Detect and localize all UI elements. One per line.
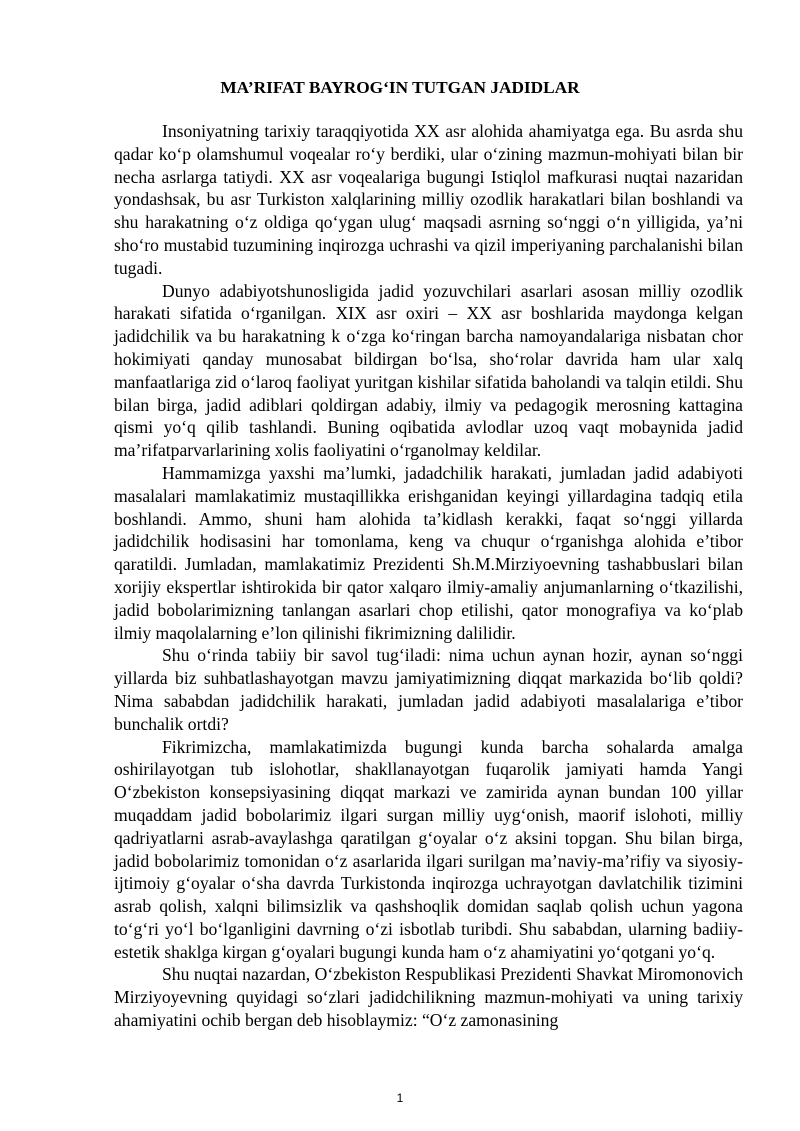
paragraph: Insoniyatning tarixiy taraqqiyotida XX asr alohida ahamiyatga ega. Bu asrda shu qadar ko‘p olamshumul voqealar ro‘y berdiki, ular o‘zining mazmun-mohiyati bilan bir necha asrlarga tatiydi. XX asr voqealariga bugungi Istiqlol mafkurasi nuqtai nazaridan yondashsak, bu asr Turkiston xalqlarining milliy ozodlik harakatlari bilan boshlandi va shu harakatning o‘z oldiga qo‘ygan ulug‘ maqsadi asrning so‘nggi o‘n yilligida, ya’ni sho‘ro mustabid tuzumining inqirozga uchrashi va qizil imperiyaning parchalanishi bilan tugadi. <box>114 121 743 278</box>
paragraph: Shu o‘rinda tabiiy bir savol tug‘iladi: nima uchun aynan hozir, aynan so‘nggi yillarda biz suhbatlashayotgan mavzu jamiyatimizning diqqat markazida bo‘lib qoldi? Nima sababdan jadidchilik harakati, jumladan jadid adabiyoti masalalariga e’tibor bunchalik ortdi? <box>114 645 743 734</box>
paragraph: Hammamizga yaxshi ma’lumki, jadadchilik harakati, jumladan jadid adabiyoti masalalari mamlakatimiz mustaqillikka erishganidan keyingi yillardagina tadqiq etila boshlandi. Ammo, shuni ham alohida ta’kidlash kerakki, faqat so‘nggi yillarda jadidchilik hodisasini har tomonlama, keng va chuqur o‘rganishga alohida e’tibor qaratildi. Jumladan, mamlakatimiz Prezidenti Sh.M.Mirziyoevning tashabbuslari bilan xorijiy ekspertlar ishtirokida bir qator xalqaro ilmiy-amaliy anjumanlarning o‘tkazilishi, jadid bobolarimizning tanlangan asarlari chop etilishi, qator monografiya va ko‘plab ilmiy maqolalarning e’lon qilinishi fikrimizning dalilidir. <box>114 462 743 643</box>
paragraph: Fikrimizcha, mamlakatimizda bugungi kunda barcha sohalarda amalga oshirilayotgan tub islohotlar, shakllanayotgan fuqarolik jamiyati hamda Yangi O‘zbekiston konsepsiyasining diqqat markazi ve zamirida aynan bundan 100 yillar muqaddam jadid bobolarimiz ilgari surgan milliy uyg‘onish, maorif islohoti, milliy qadriyatlarni asrab-avaylashga qaratilgan g‘oyalar o‘z aksini topgan. Shu bilan birga, jadid bobolarimiz tomonidan o‘z asarlarida ilgari surilgan ma’naviy-ma’rifiy va siyosiy-ijtimoiy g‘oyalar o‘sha davrda Turkistonda inqirozga uchrayotgan davlatchilik tizimini asrab qolish, xalqni bilimsizlik va qashshoqlik domidan saqlab qolish uchun yagona to‘g‘ri yo‘l bo‘lganligini davrning o‘zi isbotlab turibdi. Shu sababdan, ularning badiiy-estetik shaklga kirgan g‘oyalari bugungi kunda ham o‘z ahamiyatini yo‘qotgani yo‘q. <box>114 736 743 962</box>
paragraph: Shu nuqtai nazardan, O‘zbekiston Respublikasi Prezidenti Shavkat Miromonovich Mirziyoyevning quyidagi so‘zlari jadidchilikning mazmun-mohiyati va uning tarixiy ahamiyatini ochib bergan deb hisoblaymiz: “O‘z zamonasining <box>114 964 743 1031</box>
document-title: MA’RIFAT BAYROG‘IN TUTGAN JADIDLAR <box>220 78 580 97</box>
document-body <box>114 120 743 1032</box>
paragraph: Dunyo adabiyotshunosligida jadid yozuvchilari asarlari asosan milliy ozodlik harakati sifatida o‘rganilgan. XIX asr oxiri – XX asr boshlarida maydonga kelgan jadidchilik va bu harakatning k o‘zga ko‘ringan barcha namoyandalariga nisbatan chor hokimiyati qanday munosabat bildirgan bo‘lsa, sho‘rolar davrida ham ular xalq manfaatlariga zid o‘laroq faoliyat yuritgan kishilar sifatida baholandi va talqin etildi. Shu bilan birga, jadid adiblari qoldirgan adabiy, ilmiy va pedagogik merosning kattagina qismi yo‘q qilib tashlandi. Buning oqibatida avlodlar uzoq vaqt mobaynida jadid ma’rifatparvarlarining xolis faoliyatini o‘rganolmay keldilar. <box>114 280 743 461</box>
page-number: 1 <box>396 1091 404 1105</box>
